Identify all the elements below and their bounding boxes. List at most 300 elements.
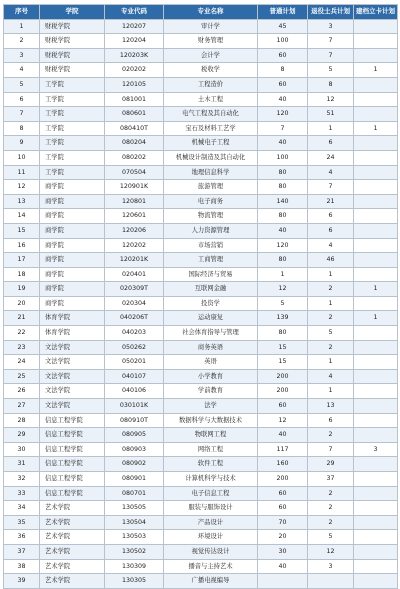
cell-college: 艺术学院 [40, 544, 105, 559]
cell-college: 商学院 [40, 194, 105, 209]
header-major-code: 专业代码 [105, 5, 164, 20]
cell-college: 财税学院 [40, 48, 105, 63]
cell-regular-plan: 80 [258, 253, 308, 268]
table-row [4, 150, 398, 165]
table-row [4, 530, 398, 545]
cell-college: 商学院 [40, 209, 105, 224]
table-row [4, 384, 398, 399]
cell-regular-plan: 15 [258, 340, 308, 355]
cell-poverty-plan [354, 19, 398, 34]
cell-poverty-plan [354, 413, 398, 428]
cell-college: 信息工程学院 [40, 442, 105, 457]
table-row [4, 194, 398, 209]
table-row [4, 282, 398, 297]
cell-college: 工学院 [40, 136, 105, 151]
cell-college: 信息工程学院 [40, 486, 105, 501]
cell-poverty-plan [354, 267, 398, 282]
cell-veteran-plan: 12 [308, 92, 354, 107]
cell-veteran-plan: 51 [308, 107, 354, 122]
cell-index: 35 [4, 515, 40, 530]
cell-veteran-plan: 21 [308, 194, 354, 209]
cell-college: 信息工程学院 [40, 457, 105, 472]
cell-major-code: 120206 [105, 223, 164, 238]
cell-major-code: 080202 [105, 150, 164, 165]
cell-veteran-plan: 13 [308, 399, 354, 414]
cell-major-code: 120204 [105, 34, 164, 49]
cell-index: 30 [4, 442, 40, 457]
cell-index: 29 [4, 428, 40, 443]
cell-regular-plan: 200 [258, 369, 308, 384]
cell-index: 7 [4, 107, 40, 122]
cell-major-code: 130505 [105, 501, 164, 516]
cell-index: 23 [4, 340, 40, 355]
cell-college: 信息工程学院 [40, 413, 105, 428]
cell-veteran-plan: 4 [308, 369, 354, 384]
cell-regular-plan [258, 574, 308, 589]
header-poverty-plan: 建档立卡计划 [354, 5, 398, 20]
cell-poverty-plan [354, 209, 398, 224]
cell-regular-plan: 100 [258, 150, 308, 165]
cell-regular-plan: 7 [258, 121, 308, 136]
cell-regular-plan: 60 [258, 77, 308, 92]
cell-major-code: 020309T [105, 282, 164, 297]
cell-college: 艺术学院 [40, 530, 105, 545]
cell-index: 25 [4, 369, 40, 384]
cell-major-name: 网络工程 [164, 442, 258, 457]
cell-major-code: 080905 [105, 428, 164, 443]
cell-veteran-plan: 2 [308, 282, 354, 297]
cell-major-code: 040203 [105, 326, 164, 341]
cell-poverty-plan [354, 223, 398, 238]
cell-major-name: 机械电子工程 [164, 136, 258, 151]
cell-college: 信息工程学院 [40, 472, 105, 487]
table-row [4, 48, 398, 63]
header-regular-plan: 普通计划 [258, 5, 308, 20]
cell-poverty-plan: 3 [354, 442, 398, 457]
cell-major-code: 120801 [105, 194, 164, 209]
table-row [4, 559, 398, 574]
cell-major-code: 030101K [105, 399, 164, 414]
cell-regular-plan: 60 [258, 48, 308, 63]
cell-college: 体育学院 [40, 326, 105, 341]
table-row [4, 472, 398, 487]
cell-veteran-plan: 1 [308, 384, 354, 399]
cell-poverty-plan [354, 544, 398, 559]
cell-index: 22 [4, 326, 40, 341]
cell-veteran-plan: 7 [308, 442, 354, 457]
table-row [4, 19, 398, 34]
cell-college: 艺术学院 [40, 559, 105, 574]
cell-major-name: 英语 [164, 355, 258, 370]
cell-major-name: 学前教育 [164, 384, 258, 399]
cell-regular-plan: 80 [258, 180, 308, 195]
cell-major-name: 互联网金融 [164, 282, 258, 297]
cell-poverty-plan [354, 399, 398, 414]
header-index: 序号 [4, 5, 40, 20]
cell-college: 商学院 [40, 223, 105, 238]
cell-poverty-plan [354, 150, 398, 165]
cell-index: 26 [4, 384, 40, 399]
cell-regular-plan: 60 [258, 399, 308, 414]
cell-major-name: 机械设计制造及其自动化 [164, 150, 258, 165]
header-major-name: 专业名称 [164, 5, 258, 20]
cell-college: 工学院 [40, 107, 105, 122]
cell-index: 17 [4, 253, 40, 268]
table-row [4, 369, 398, 384]
cell-poverty-plan [354, 107, 398, 122]
cell-major-name: 税收学 [164, 63, 258, 78]
cell-major-name: 播音与主持艺术 [164, 559, 258, 574]
table-row [4, 238, 398, 253]
cell-poverty-plan [354, 34, 398, 49]
cell-poverty-plan [354, 457, 398, 472]
cell-major-name: 电子商务 [164, 194, 258, 209]
cell-veteran-plan: 6 [308, 209, 354, 224]
cell-major-code: 120901K [105, 180, 164, 195]
cell-major-name: 数据科学与大数据技术 [164, 413, 258, 428]
cell-major-name: 市场营销 [164, 238, 258, 253]
cell-regular-plan: 140 [258, 194, 308, 209]
cell-major-name: 人力资源管理 [164, 223, 258, 238]
cell-major-code: 120207 [105, 19, 164, 34]
cell-regular-plan: 70 [258, 515, 308, 530]
cell-index: 24 [4, 355, 40, 370]
header-veteran-plan: 退役士兵计划 [308, 5, 354, 20]
table-row [4, 311, 398, 326]
cell-veteran-plan: 7 [308, 180, 354, 195]
cell-index: 5 [4, 77, 40, 92]
table-row [4, 209, 398, 224]
cell-poverty-plan [354, 369, 398, 384]
cell-index: 16 [4, 238, 40, 253]
table-row [4, 515, 398, 530]
cell-major-code: 020202 [105, 63, 164, 78]
cell-veteran-plan: 3 [308, 19, 354, 34]
cell-college: 财税学院 [40, 19, 105, 34]
cell-poverty-plan [354, 296, 398, 311]
cell-regular-plan: 120 [258, 107, 308, 122]
table-row [4, 399, 398, 414]
cell-veteran-plan: 1 [308, 121, 354, 136]
cell-poverty-plan [354, 326, 398, 341]
cell-major-name: 产品设计 [164, 515, 258, 530]
cell-major-name: 广播电视编导 [164, 574, 258, 589]
table-row [4, 457, 398, 472]
cell-veteran-plan: 2 [308, 340, 354, 355]
cell-poverty-plan [354, 472, 398, 487]
cell-regular-plan: 1 [258, 267, 308, 282]
cell-veteran-plan: 6 [308, 223, 354, 238]
cell-poverty-plan: 1 [354, 63, 398, 78]
cell-major-name: 会计学 [164, 48, 258, 63]
cell-major-name: 国际经济与贸易 [164, 267, 258, 282]
cell-poverty-plan [354, 515, 398, 530]
cell-poverty-plan: 1 [354, 311, 398, 326]
cell-college: 财税学院 [40, 63, 105, 78]
table-row [4, 121, 398, 136]
cell-college: 商学院 [40, 180, 105, 195]
cell-college: 体育学院 [40, 311, 105, 326]
cell-veteran-plan [308, 574, 354, 589]
cell-major-code: 130502 [105, 544, 164, 559]
table-body [4, 19, 398, 588]
table-row [4, 544, 398, 559]
cell-major-name: 服装与服饰设计 [164, 501, 258, 516]
cell-veteran-plan: 4 [308, 165, 354, 180]
table-row [4, 77, 398, 92]
table-row [4, 253, 398, 268]
cell-college: 商学院 [40, 282, 105, 297]
cell-regular-plan: 20 [258, 530, 308, 545]
cell-regular-plan: 30 [258, 544, 308, 559]
cell-poverty-plan [354, 384, 398, 399]
table-row [4, 326, 398, 341]
cell-index: 3 [4, 48, 40, 63]
cell-index: 15 [4, 223, 40, 238]
cell-index: 2 [4, 34, 40, 49]
cell-major-code: 080204 [105, 136, 164, 151]
cell-veteran-plan: 2 [308, 428, 354, 443]
cell-college: 文法学院 [40, 340, 105, 355]
cell-veteran-plan: 1 [308, 355, 354, 370]
table-row [4, 340, 398, 355]
cell-poverty-plan [354, 194, 398, 209]
cell-index: 34 [4, 501, 40, 516]
cell-major-name: 审计学 [164, 19, 258, 34]
cell-veteran-plan: 5 [308, 326, 354, 341]
cell-major-code: 040107 [105, 369, 164, 384]
cell-poverty-plan [354, 77, 398, 92]
cell-veteran-plan: 8 [308, 77, 354, 92]
cell-poverty-plan [354, 501, 398, 516]
cell-college: 文法学院 [40, 355, 105, 370]
cell-index: 6 [4, 92, 40, 107]
cell-veteran-plan: 2 [308, 311, 354, 326]
cell-veteran-plan: 1 [308, 267, 354, 282]
table-row [4, 136, 398, 151]
cell-major-code: 120201K [105, 253, 164, 268]
cell-regular-plan: 40 [258, 136, 308, 151]
cell-major-code: 080910T [105, 413, 164, 428]
cell-major-name: 物流管理 [164, 209, 258, 224]
cell-index: 20 [4, 296, 40, 311]
cell-index: 39 [4, 574, 40, 589]
cell-major-name: 工程造价 [164, 77, 258, 92]
cell-veteran-plan: 24 [308, 150, 354, 165]
cell-regular-plan: 100 [258, 34, 308, 49]
cell-index: 4 [4, 63, 40, 78]
cell-major-code: 120601 [105, 209, 164, 224]
cell-college: 工学院 [40, 150, 105, 165]
cell-college: 商学院 [40, 253, 105, 268]
cell-college: 商学院 [40, 267, 105, 282]
cell-veteran-plan: 6 [308, 413, 354, 428]
table-row [4, 267, 398, 282]
cell-veteran-plan: 6 [308, 136, 354, 151]
cell-poverty-plan [354, 92, 398, 107]
cell-poverty-plan [354, 428, 398, 443]
cell-poverty-plan [354, 253, 398, 268]
cell-major-name: 工商管理 [164, 253, 258, 268]
cell-major-code: 080701 [105, 486, 164, 501]
cell-college: 工学院 [40, 92, 105, 107]
cell-veteran-plan: 2 [308, 515, 354, 530]
cell-major-code: 080601 [105, 107, 164, 122]
cell-index: 38 [4, 559, 40, 574]
cell-major-code: 040106 [105, 384, 164, 399]
table-row [4, 501, 398, 516]
cell-index: 33 [4, 486, 40, 501]
cell-poverty-plan [354, 180, 398, 195]
cell-regular-plan: 15 [258, 355, 308, 370]
cell-index: 18 [4, 267, 40, 282]
cell-poverty-plan [354, 355, 398, 370]
table-row [4, 486, 398, 501]
cell-regular-plan: 40 [258, 92, 308, 107]
cell-veteran-plan: 3 [308, 559, 354, 574]
cell-index: 31 [4, 457, 40, 472]
cell-index: 9 [4, 136, 40, 151]
cell-college: 艺术学院 [40, 515, 105, 530]
cell-regular-plan: 80 [258, 209, 308, 224]
cell-college: 工学院 [40, 77, 105, 92]
cell-veteran-plan: 46 [308, 253, 354, 268]
cell-index: 14 [4, 209, 40, 224]
cell-college: 文法学院 [40, 399, 105, 414]
cell-major-name: 财务管理 [164, 34, 258, 49]
table-row [4, 296, 398, 311]
cell-major-code: 130305 [105, 574, 164, 589]
cell-regular-plan: 139 [258, 311, 308, 326]
table-row [4, 442, 398, 457]
cell-major-name: 土木工程 [164, 92, 258, 107]
cell-poverty-plan [354, 136, 398, 151]
cell-major-name: 视觉传达设计 [164, 544, 258, 559]
cell-regular-plan: 60 [258, 486, 308, 501]
cell-regular-plan: 40 [258, 223, 308, 238]
cell-index: 28 [4, 413, 40, 428]
cell-regular-plan: 80 [258, 326, 308, 341]
cell-major-code: 080903 [105, 442, 164, 457]
cell-major-name: 物联网工程 [164, 428, 258, 443]
cell-index: 21 [4, 311, 40, 326]
table-row [4, 107, 398, 122]
cell-veteran-plan: 7 [308, 34, 354, 49]
cell-regular-plan: 12 [258, 282, 308, 297]
cell-poverty-plan: 1 [354, 121, 398, 136]
cell-college: 艺术学院 [40, 574, 105, 589]
cell-college: 信息工程学院 [40, 428, 105, 443]
cell-major-code: 120105 [105, 77, 164, 92]
cell-major-code: 120202 [105, 238, 164, 253]
cell-major-name: 电子信息工程 [164, 486, 258, 501]
cell-major-code: 080902 [105, 457, 164, 472]
cell-regular-plan: 200 [258, 384, 308, 399]
cell-index: 11 [4, 165, 40, 180]
cell-major-name: 地理信息科学 [164, 165, 258, 180]
cell-major-name: 投资学 [164, 296, 258, 311]
cell-regular-plan: 117 [258, 442, 308, 457]
cell-poverty-plan [354, 486, 398, 501]
cell-regular-plan: 5 [258, 296, 308, 311]
cell-regular-plan: 120 [258, 238, 308, 253]
cell-index: 36 [4, 530, 40, 545]
cell-major-code: 130309 [105, 559, 164, 574]
cell-index: 10 [4, 150, 40, 165]
cell-poverty-plan [354, 238, 398, 253]
cell-veteran-plan: 7 [308, 48, 354, 63]
cell-veteran-plan: 1 [308, 296, 354, 311]
table-row [4, 63, 398, 78]
cell-regular-plan: 12 [258, 413, 308, 428]
table-row [4, 34, 398, 49]
table-row [4, 92, 398, 107]
header-row [4, 5, 398, 20]
cell-major-name: 软件工程 [164, 457, 258, 472]
cell-major-code: 130503 [105, 530, 164, 545]
cell-poverty-plan [354, 165, 398, 180]
cell-college: 工学院 [40, 165, 105, 180]
cell-major-code: 050262 [105, 340, 164, 355]
cell-major-name: 宝石及材料工艺学 [164, 121, 258, 136]
cell-major-code: 020401 [105, 267, 164, 282]
cell-index: 13 [4, 194, 40, 209]
cell-major-code: 070504 [105, 165, 164, 180]
cell-major-code: 050201 [105, 355, 164, 370]
cell-major-name: 旅游管理 [164, 180, 258, 195]
cell-index: 32 [4, 472, 40, 487]
cell-poverty-plan [354, 559, 398, 574]
cell-veteran-plan: 5 [308, 63, 354, 78]
cell-poverty-plan [354, 48, 398, 63]
cell-regular-plan: 160 [258, 457, 308, 472]
table-row [4, 428, 398, 443]
cell-regular-plan: 60 [258, 501, 308, 516]
cell-college: 财税学院 [40, 34, 105, 49]
cell-major-code: 020304 [105, 296, 164, 311]
cell-major-code: 080901 [105, 472, 164, 487]
cell-poverty-plan: 1 [354, 282, 398, 297]
cell-poverty-plan [354, 340, 398, 355]
cell-index: 27 [4, 399, 40, 414]
cell-college: 文法学院 [40, 369, 105, 384]
cell-major-code: 080410T [105, 121, 164, 136]
cell-veteran-plan: 5 [308, 530, 354, 545]
cell-veteran-plan: 4 [308, 238, 354, 253]
table-row [4, 165, 398, 180]
cell-veteran-plan: 12 [308, 544, 354, 559]
cell-college: 商学院 [40, 238, 105, 253]
cell-regular-plan: 40 [258, 559, 308, 574]
cell-major-name: 运动康复 [164, 311, 258, 326]
cell-major-name: 商务英语 [164, 340, 258, 355]
cell-college: 艺术学院 [40, 501, 105, 516]
cell-college: 文法学院 [40, 384, 105, 399]
cell-poverty-plan [354, 530, 398, 545]
cell-index: 37 [4, 544, 40, 559]
cell-major-name: 社会体育指导与管理 [164, 326, 258, 341]
cell-major-name: 法学 [164, 399, 258, 414]
cell-veteran-plan: 2 [308, 486, 354, 501]
cell-major-code: 040206T [105, 311, 164, 326]
cell-regular-plan: 45 [258, 19, 308, 34]
cell-regular-plan: 80 [258, 165, 308, 180]
cell-index: 12 [4, 180, 40, 195]
header-college: 学院 [40, 5, 105, 20]
cell-major-name: 环境设计 [164, 530, 258, 545]
cell-index: 8 [4, 121, 40, 136]
table-row [4, 223, 398, 238]
